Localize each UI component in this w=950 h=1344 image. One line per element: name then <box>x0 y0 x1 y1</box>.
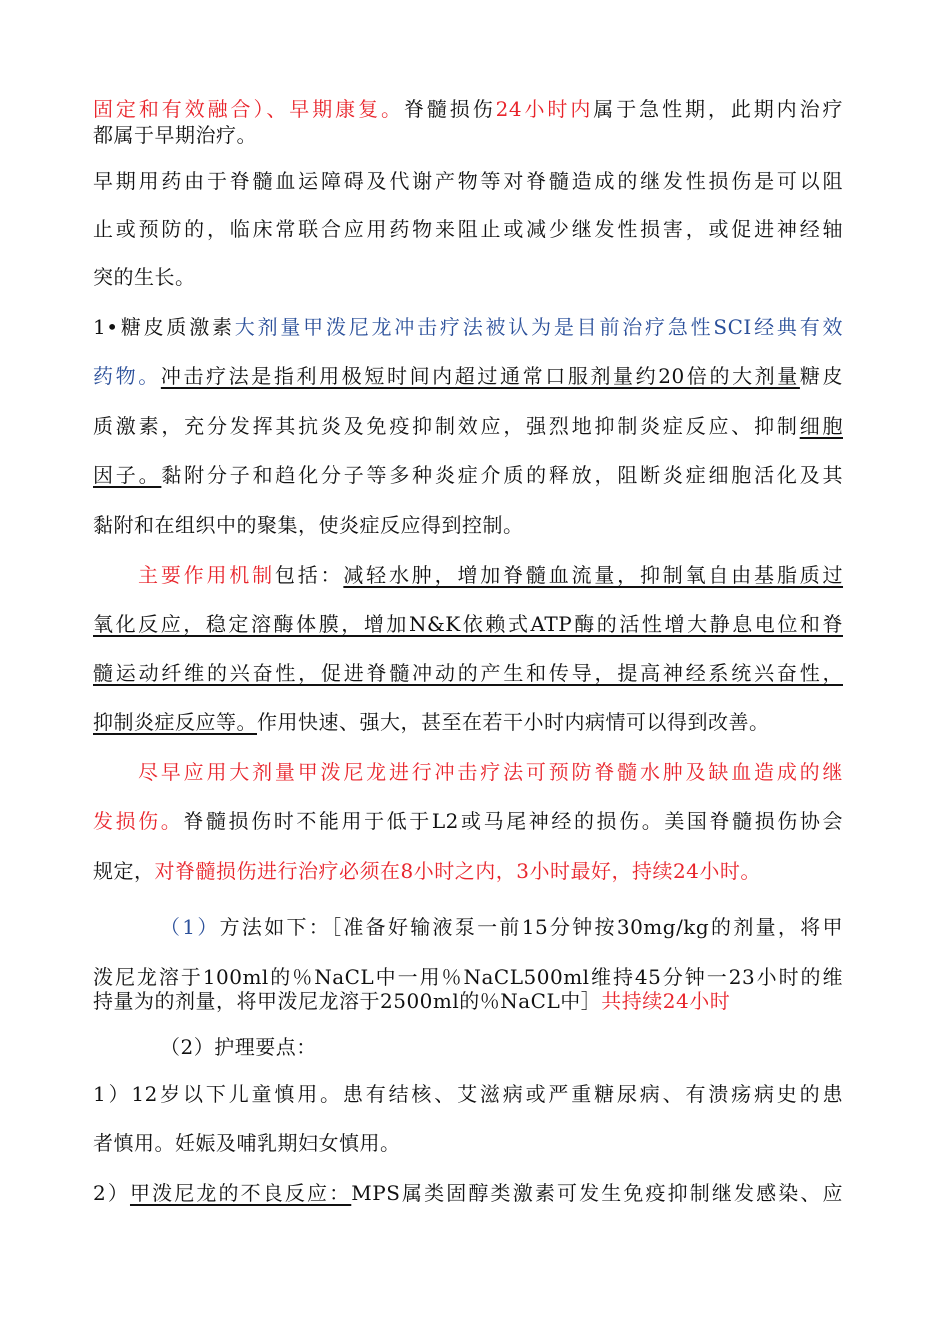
text-segment: 包括： <box>274 563 344 587</box>
text-segment: 脊髓损伤时不能用于低于L2或马尾神经的损伤。美国脊髓损伤协会 <box>183 809 843 833</box>
text-segment: 黏附分子和趋化分子等多种炎症介质的释放，阻断炎症细胞活化及其 <box>161 463 843 487</box>
text-segment: 脊髓损伤 <box>403 97 496 121</box>
text-segment: 髓运动纤维的兴奋性，促进脊髓冲动的产生和传导，提高神经系统兴奋性， <box>93 661 843 685</box>
text-line <box>93 709 770 735</box>
text-segment: 质激素，充分发挥其抗炎及免疫抑制效应，强烈地抑制炎症反应、抑制 <box>93 414 800 438</box>
text-line <box>160 1034 317 1060</box>
text-segment: 属于急性期，此期内治疗 <box>593 97 844 121</box>
text-line <box>93 1180 843 1206</box>
text-segment: 主要作用机制 <box>138 563 275 587</box>
text-line <box>93 96 843 122</box>
text-segment: 甲泼尼龙的不良反应： <box>129 1181 352 1205</box>
text-segment: 24小时内 <box>495 97 594 121</box>
text-line <box>93 462 843 488</box>
text-segment: 冲击疗法是指利用极短时间内超过通常口服剂量约20倍的大剂量 <box>160 364 800 388</box>
text-line <box>93 168 843 194</box>
text-line <box>138 562 843 588</box>
text-segment: 细胞 <box>799 414 843 438</box>
text-segment: 泼尼龙溶于100ml的％NaCL中一用％NaCL500ml维持45分钟一23小时的维 <box>93 965 843 989</box>
text-segment: （1） <box>160 915 220 939</box>
text-segment: 发损伤。 <box>93 809 184 833</box>
text-line <box>93 1130 401 1156</box>
text-segment: 方法如下：［准备好输液泵一前15分钟按30mg/kg的剂量，将甲 <box>219 915 843 939</box>
text-segment: 固定和有效融合）、早期康复。 <box>93 97 404 121</box>
text-segment: 共持续24小时 <box>601 989 731 1013</box>
text-line <box>93 216 843 242</box>
text-segment: 氧化反应，稳定溶酶体膜，增加N&K依赖式ATP酶的活性增大静息电位和脊 <box>93 612 843 636</box>
text-segment: 早期用药由于脊髓血运障碍及代谢产物等对脊髓造成的继发性损伤是可以阻 <box>93 169 843 193</box>
text-segment: 2） <box>93 1181 130 1205</box>
text-line <box>93 264 196 290</box>
text-segment: 1•糖皮质激素 <box>93 315 235 339</box>
text-segment: 药物。 <box>93 364 161 388</box>
text-segment: 黏附和在组织中的聚集，使炎症反应得到控制。 <box>93 513 524 537</box>
text-segment: 规定， <box>93 859 155 883</box>
text-segment: 糖皮 <box>799 364 844 388</box>
text-line <box>93 964 843 990</box>
text-segment: 者慎用。妊娠及哺乳期妇女慎用。 <box>93 1131 401 1155</box>
text-segment: 止或预防的，临床常联合应用药物来阻止或减少继发性损害，或促进神经轴 <box>93 217 843 241</box>
text-line <box>93 988 730 1014</box>
text-line <box>93 512 524 538</box>
text-line <box>93 363 843 389</box>
text-segment: 作用快速、强大，甚至在若干小时内病情可以得到改善。 <box>257 710 770 734</box>
text-line <box>93 858 761 884</box>
text-segment: 都属于早期治疗。 <box>93 123 257 147</box>
text-segment: 减轻水肿，增加脊髓血流量，抑制氧自由基脂质过 <box>343 563 844 587</box>
text-line <box>93 611 843 637</box>
text-line <box>93 1081 843 1107</box>
text-line <box>93 122 257 148</box>
text-segment: 对脊髓损伤进行治疗必须在8小时之内，3小时最好，持续24小时。 <box>154 859 761 883</box>
text-segment: MPS属类固醇类激素可发生免疫抑制继发感染、应 <box>351 1181 843 1205</box>
text-line <box>93 314 843 340</box>
text-segment: 大剂量甲泼尼龙冲击疗法被认为是目前治疗急性SCI经典有效 <box>234 315 843 339</box>
text-line <box>138 759 843 785</box>
text-segment: （2）护理要点： <box>160 1035 317 1059</box>
text-line <box>93 660 843 686</box>
text-segment: 持量为的剂量，将甲泼尼龙溶于2500ml的％NaCL中］ <box>93 989 602 1013</box>
text-segment: 尽早应用大剂量甲泼尼龙进行冲击疗法可预防脊髓水肿及缺血造成的继 <box>138 760 843 784</box>
text-segment: 1）12岁以下儿童慎用。患有结核、艾滋病或严重糖尿病、有溃疡病史的患 <box>93 1082 843 1106</box>
text-line <box>160 914 843 940</box>
text-segment: 突的生长。 <box>93 265 196 289</box>
text-line <box>93 413 843 439</box>
text-segment: 因子。 <box>93 463 162 487</box>
text-line <box>93 808 843 834</box>
text-segment: 抑制炎症反应等。 <box>93 710 257 734</box>
